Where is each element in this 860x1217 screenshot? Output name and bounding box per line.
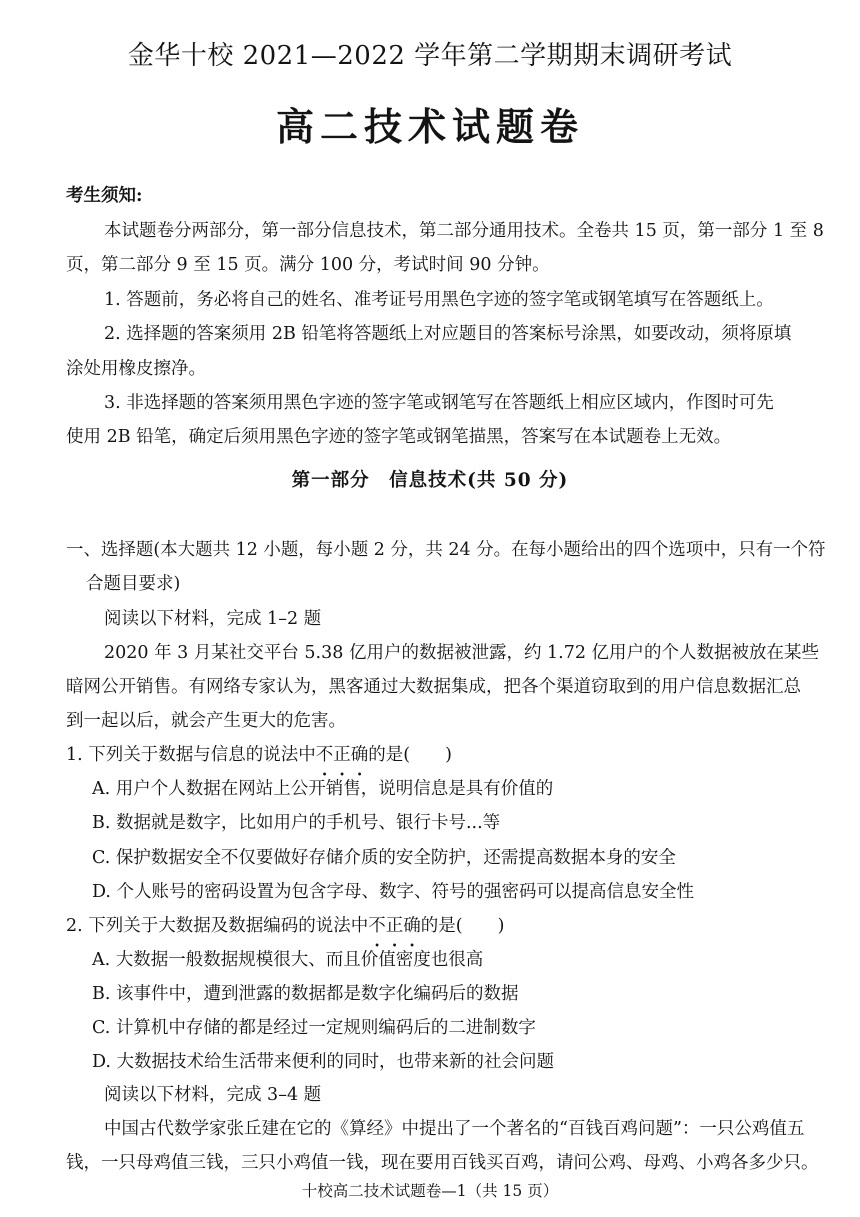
material-1-intro: 阅读以下材料，完成 1–2 题 bbox=[104, 609, 322, 629]
question-2-option-c: C. 计算机中存储的都是经过一定规则编码后的二进制数字 bbox=[92, 1018, 536, 1038]
exam-title: 金华十校 2021—2022 学年第二学期期末调研考试 bbox=[127, 41, 733, 71]
question-1-stem-suffix: 的是( ) bbox=[368, 745, 452, 765]
notice-item-1: 1. 答题前，务必将自己的姓名、准考证号用黑色字迹的签字笔或钢笔填写在答题纸上。 bbox=[104, 290, 774, 310]
question-1-stem bbox=[66, 742, 452, 768]
material-1-line-3: 到一起以后，就会产生更大的危害。 bbox=[66, 711, 346, 731]
notice-item-2-line-1: 2. 选择题的答案须用 2B 铅笔将答题纸上对应题目的答案标号涂黑，如要改动，须将原填 bbox=[104, 324, 792, 344]
notice-item-3-line-1: 3. 非选择题的答案须用黑色字迹的签字笔或钢笔写在答题纸上相应区域内，作图时可先 bbox=[104, 393, 774, 413]
question-2-stem-prefix: 2. 下列关于大数据及数据编码的说法中 bbox=[66, 916, 369, 936]
question-2-option-b: B. 该事件中，遭到泄露的数据都是数字化编码后的数据 bbox=[92, 984, 519, 1004]
question-1-option-c: C. 保护数据安全不仅要做好存储介质的安全防护，还需提高数据本身的安全 bbox=[92, 848, 676, 868]
emphasis-char: 确 bbox=[403, 916, 421, 936]
paper-title: 高二技术试题卷 bbox=[275, 104, 584, 149]
question-2-option-a: A. 大数据一般数据规模很大、而且价值密度也很高 bbox=[92, 950, 484, 970]
page-footer: 十校高二技术试题卷—1（共 15 页） bbox=[301, 1182, 559, 1200]
notice-item-2-line-2: 涂处用橡皮擦净。 bbox=[66, 359, 206, 379]
material-2-line-2: 钱，一只母鸡值三钱，三只小鸡值一钱，现在要用百钱买百鸡，请问公鸡、母鸡、小鸡各多少只。 bbox=[66, 1153, 819, 1173]
question-1-option-a: A. 用户个人数据在网站上公开销售，说明信息是具有价值的 bbox=[92, 779, 554, 799]
part-1-title: 第一部分 信息技术(共 50 分) bbox=[291, 470, 569, 491]
emphasis-char: 正 bbox=[385, 916, 404, 936]
question-2-stem bbox=[66, 913, 504, 939]
question-1-option-b: B. 数据就是数字，比如用户的手机号、银行卡号...等 bbox=[92, 813, 501, 833]
material-1-line-1: 2020 年 3 月某社交平台 5.38 亿用户的数据被泄露，约 1.72 亿用户的个人数据被放在某些 bbox=[104, 643, 820, 663]
section-1-heading-line-2: 合题目要求) bbox=[86, 574, 181, 594]
question-1-option-d: D. 个人账号的密码设置为包含字母、数字、符号的强密码可以提高信息安全性 bbox=[92, 882, 695, 902]
emphasis-char: 不 bbox=[315, 745, 334, 765]
question-2-stem-suffix: 的是( ) bbox=[420, 916, 505, 936]
material-2-line-1: 中国古代数学家张丘建在它的《算经》中提出了一个著名的“百钱百鸡问题”：一只公鸡值五 bbox=[104, 1119, 805, 1139]
section-1-heading-line-1: 一、选择题(本大题共 12 小题，每小题 2 分，共 24 分。在每小题给出的四个选项中，只有一个符 bbox=[66, 540, 826, 560]
material-1-line-2: 暗网公开销售。有网络专家认为，黑客通过大数据集成，把各个渠道窃取到的用户信息数据汇总 bbox=[66, 677, 801, 697]
emphasis-char: 确 bbox=[350, 745, 369, 765]
emphasis-char: 不 bbox=[368, 916, 386, 936]
emphasis-char: 正 bbox=[333, 745, 351, 765]
notice-intro-line-1: 本试题卷分两部分，第一部分信息技术，第二部分通用技术。全卷共 15 页，第一部分 1 至 8 bbox=[104, 221, 824, 241]
question-1-stem-prefix: 1. 下列关于数据与信息的说法中 bbox=[66, 745, 316, 765]
question-2-option-d: D. 大数据技术给生活带来便利的同时，也带来新的社会问题 bbox=[92, 1052, 555, 1072]
notice-heading: 考生须知: bbox=[66, 186, 143, 206]
notice-item-3-line-2: 使用 2B 铅笔，确定后须用黑色字迹的签字笔或钢笔描黑，答案写在本试题卷上无效。 bbox=[66, 427, 732, 447]
notice-intro-line-2: 页，第二部分 9 至 15 页。满分 100 分，考试时间 90 分钟。 bbox=[66, 255, 550, 275]
material-2-intro: 阅读以下材料，完成 3–4 题 bbox=[104, 1085, 322, 1105]
